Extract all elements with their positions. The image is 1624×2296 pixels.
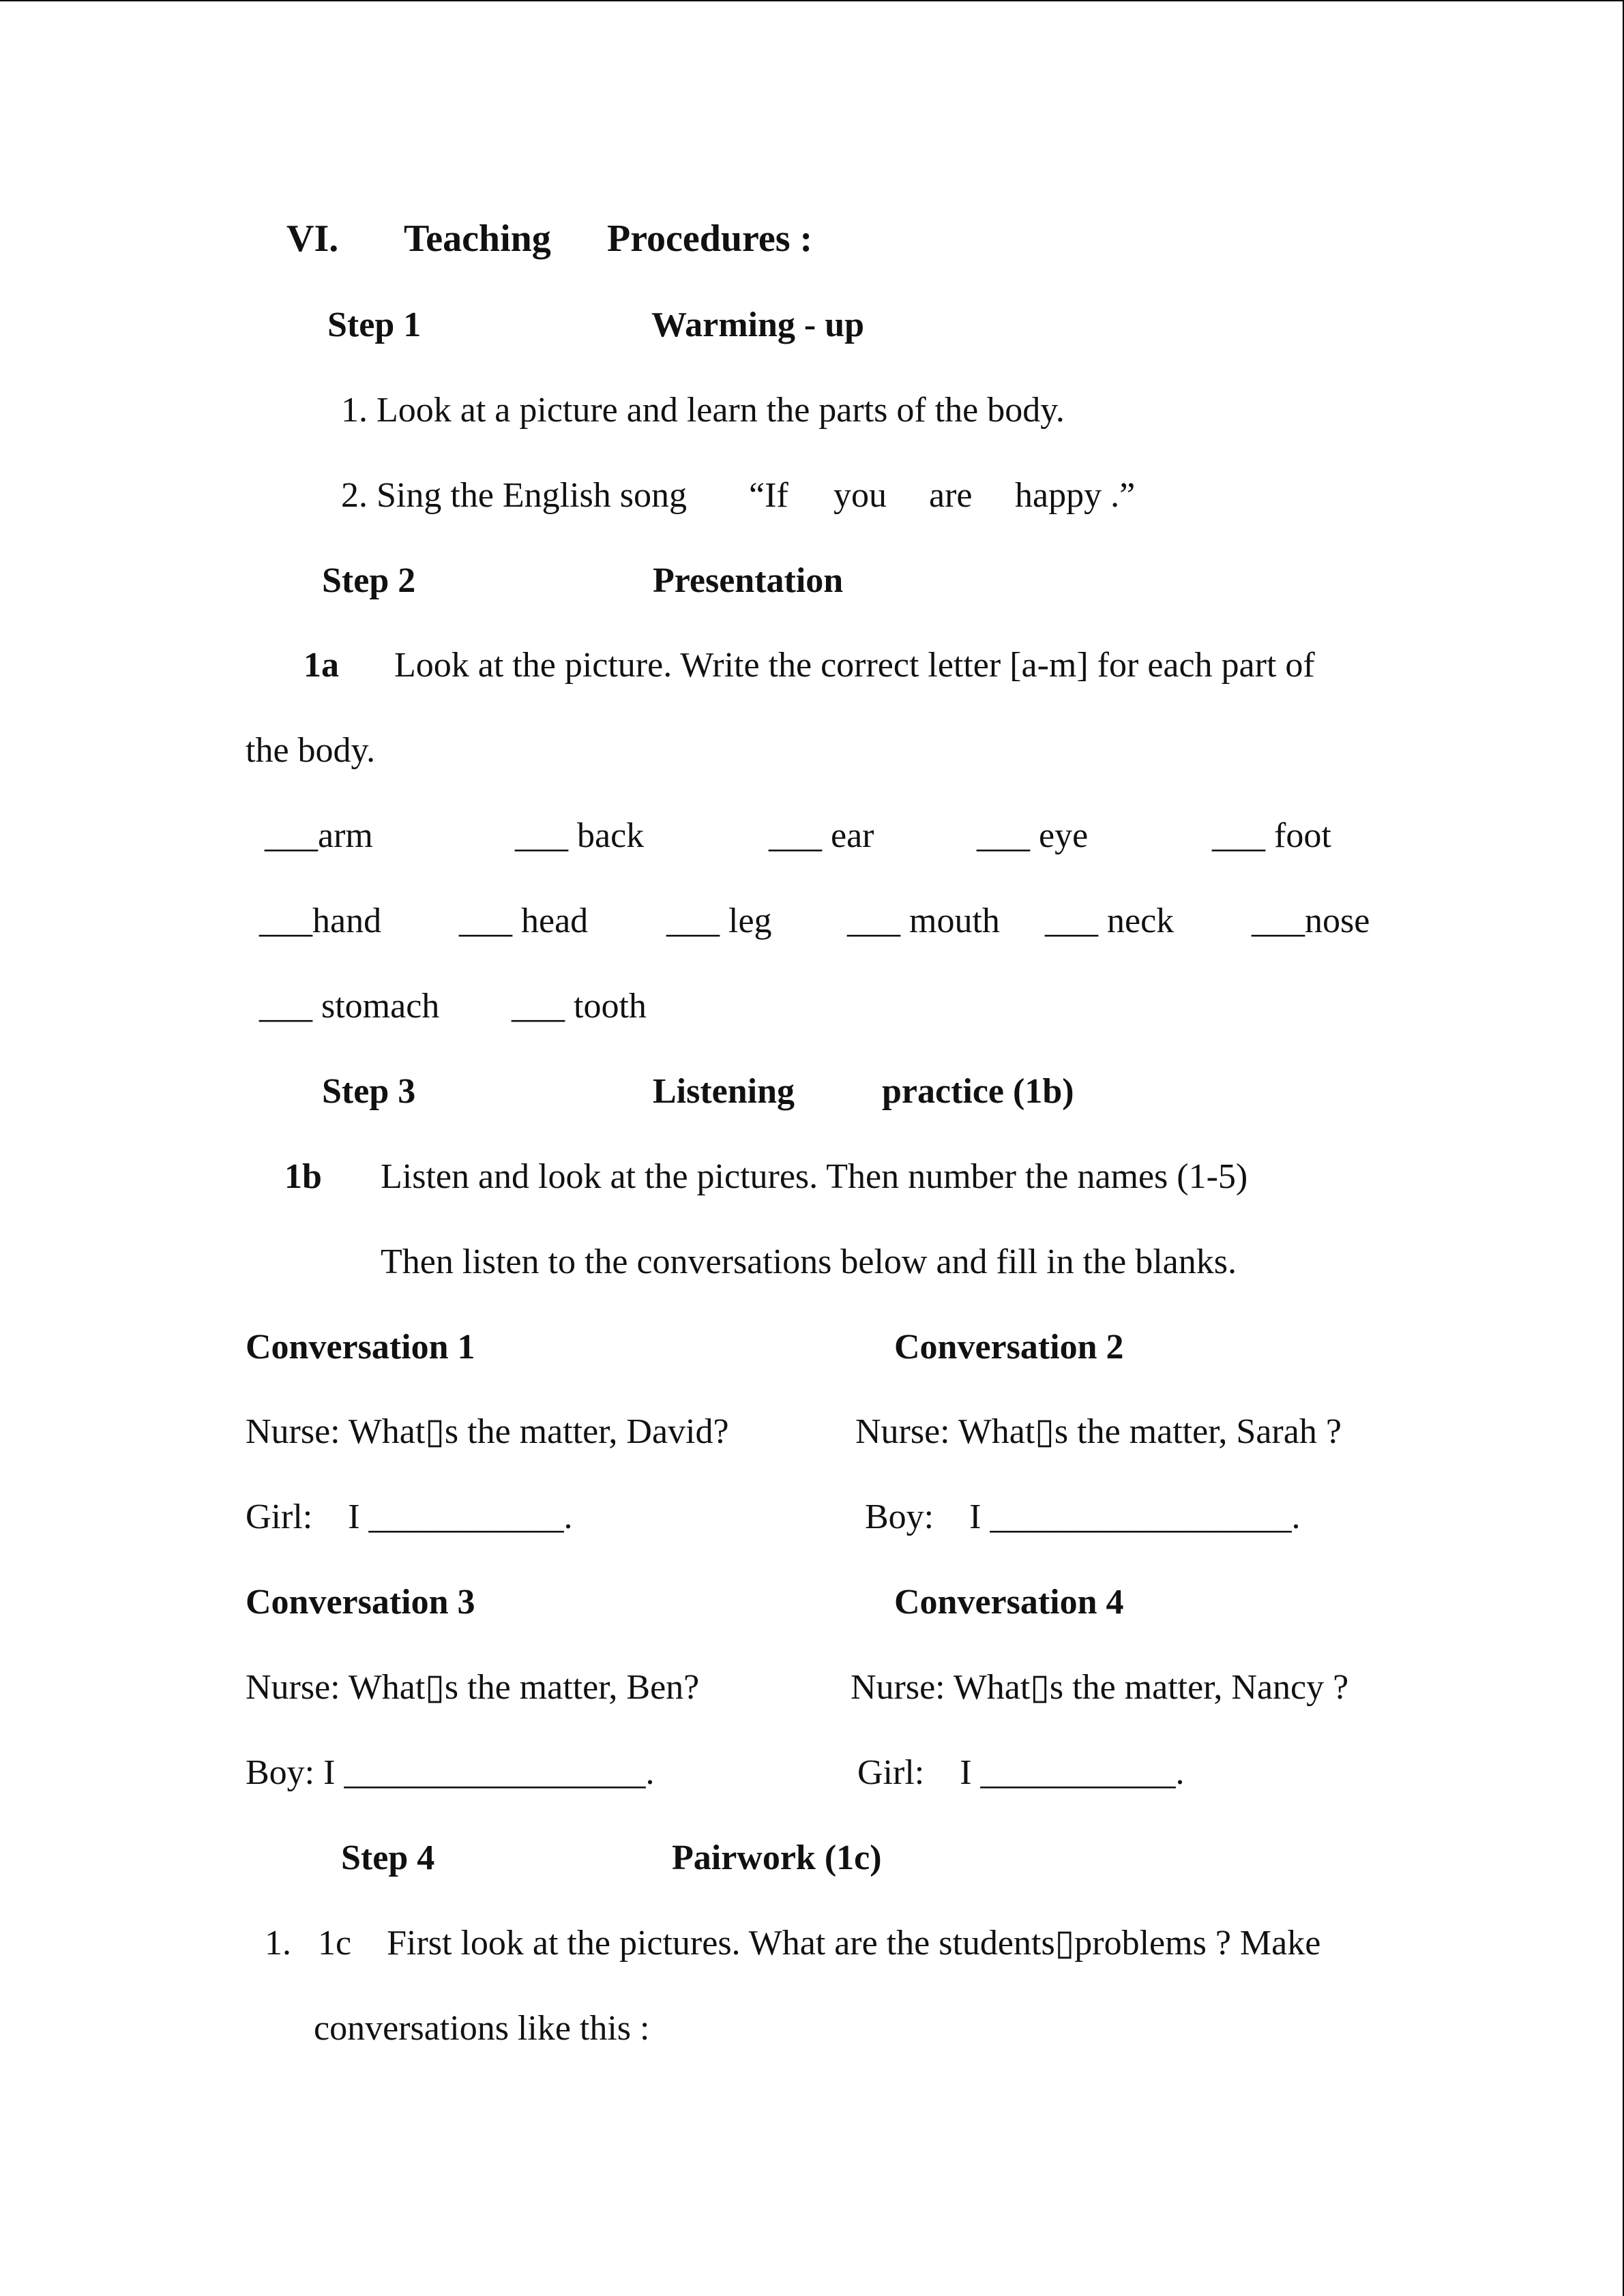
step1-item2-you: you xyxy=(833,476,887,515)
conversation-3-line1: Nurse: What▯s the matter, Ben? xyxy=(246,1668,700,1707)
blank-mouth: ___ mouth xyxy=(847,901,1000,940)
heading-word-procedures: Procedures : xyxy=(607,218,813,260)
step1-item2-quote-if: “If xyxy=(749,476,788,515)
blank-stomach: ___ stomach xyxy=(259,987,440,1026)
step2-instruction-line2: the body. xyxy=(246,731,376,770)
conversation-4-line1: Nurse: What▯s the matter, Nancy ? xyxy=(851,1668,1349,1707)
blank-nose: ___nose xyxy=(1252,901,1370,940)
conversation-1-line2: Girl: I ___________. xyxy=(246,1497,573,1536)
step4-item-line1: 1. 1c First look at the pictures. What are the students▯problems ? Make xyxy=(265,1924,1321,1963)
conversation-3-title: Conversation 3 xyxy=(246,1583,475,1622)
step1-item2-are: are xyxy=(929,476,973,515)
step3-title-listening: Listening xyxy=(653,1072,795,1111)
conversation-2-line1: Nurse: What▯s the matter, Sarah ? xyxy=(855,1412,1342,1451)
conversation-4-title: Conversation 4 xyxy=(894,1583,1124,1622)
step2-title: Presentation xyxy=(653,561,844,600)
step3-instruction-line1: Listen and look at the pictures. Then number the names (1-5) xyxy=(381,1157,1248,1196)
conversation-1-line1: Nurse: What▯s the matter, David? xyxy=(246,1412,729,1451)
step3-label: Step 3 xyxy=(322,1072,416,1111)
heading-word-teaching: Teaching xyxy=(404,218,551,260)
step3-instruction-line2: Then listen to the conversations below and fill in the blanks. xyxy=(381,1242,1237,1281)
conversation-2-line2: Boy: I _________________. xyxy=(865,1497,1301,1536)
conversation-2-title: Conversation 2 xyxy=(894,1328,1124,1367)
step3-number: 1b xyxy=(284,1157,322,1196)
blank-foot: ___ foot xyxy=(1212,816,1331,855)
blank-leg: ___ leg xyxy=(666,901,772,940)
step4-item-line2: conversations like this : xyxy=(314,2009,650,2048)
step4-label: Step 4 xyxy=(341,1838,435,1877)
step2-instruction-line1: Look at the picture. Write the correct letter [a-m] for each part of xyxy=(394,646,1315,685)
blank-eye: ___ eye xyxy=(977,816,1089,855)
blank-arm: ___arm xyxy=(265,816,373,855)
step1-item2-prefix: 2. Sing the English song xyxy=(341,476,688,515)
blank-head: ___ head xyxy=(459,901,589,940)
step3-title-practice: practice (1b) xyxy=(882,1072,1074,1111)
step1-label: Step 1 xyxy=(327,305,422,344)
conversation-1-title: Conversation 1 xyxy=(246,1328,475,1367)
blank-hand: ___hand xyxy=(259,901,382,940)
blank-neck: ___ neck xyxy=(1045,901,1175,940)
blank-back: ___ back xyxy=(515,816,645,855)
step1-item2-happy: happy .” xyxy=(1015,476,1136,515)
blank-tooth: ___ tooth xyxy=(512,987,647,1026)
step1-title: Warming - up xyxy=(651,305,865,344)
step2-number: 1a xyxy=(304,646,339,685)
conversation-4-line2: Girl: I ___________. xyxy=(857,1753,1185,1792)
conversation-3-line2: Boy: I _________________. xyxy=(246,1753,655,1792)
step4-title: Pairwork (1c) xyxy=(672,1838,882,1877)
heading-number: VI. xyxy=(286,218,339,260)
step1-item1: 1. Look at a picture and learn the parts of the body. xyxy=(341,391,1065,430)
step2-label: Step 2 xyxy=(322,561,416,600)
blank-ear: ___ ear xyxy=(769,816,874,855)
